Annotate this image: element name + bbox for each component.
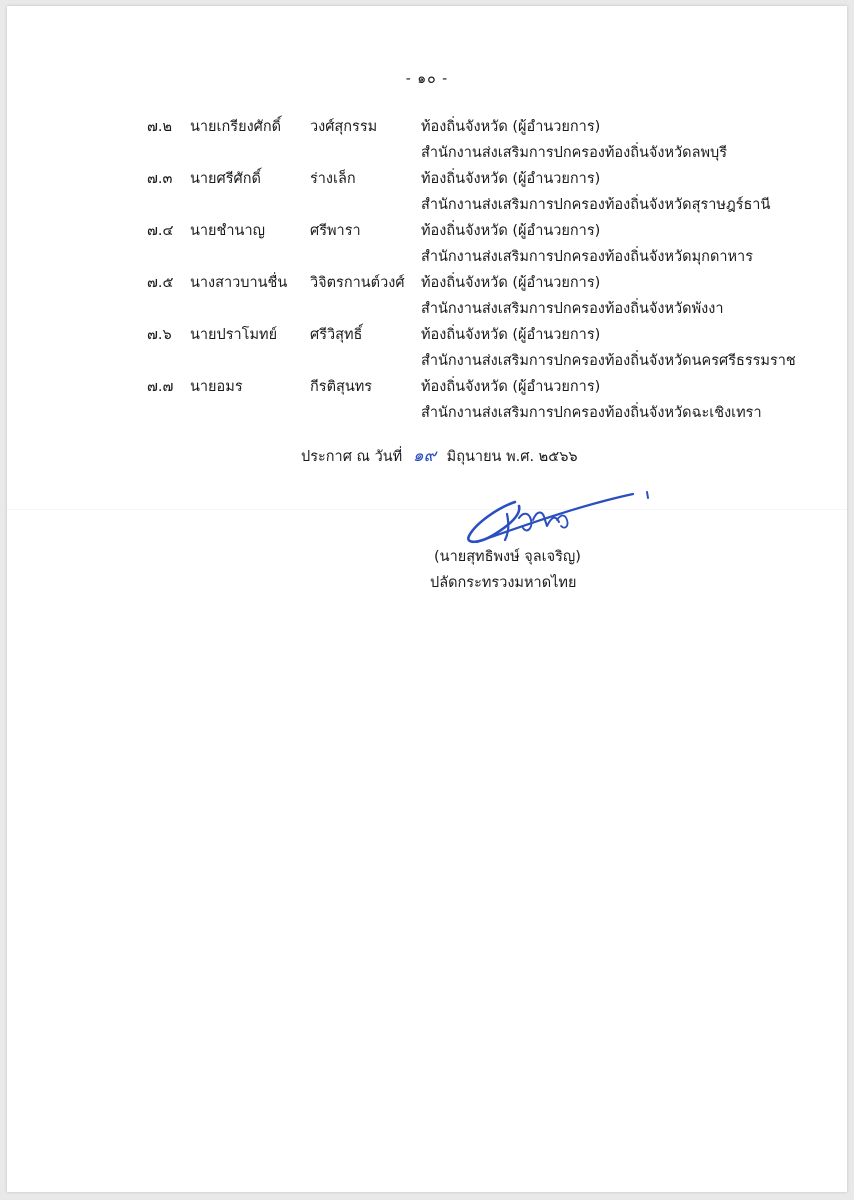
office: สำนักงานส่งเสริมการปกครองท้องถิ่นจังหวัดลพบุรี (421, 145, 728, 161)
last-name: ร่างเล็ก (310, 171, 356, 187)
office: สำนักงานส่งเสริมการปกครองท้องถิ่นจังหวัดนครศรีธรรมราช (421, 353, 796, 369)
page-number: - ๑๐ - (405, 71, 449, 87)
first-name: นายศรีศักดิ์ (190, 171, 261, 187)
list-item (7, 322, 847, 374)
first-name: นางสาวบานชื่น (190, 275, 288, 291)
handwritten-day: ๑๙ (412, 446, 437, 466)
item-number: ๗.๗ (147, 379, 174, 395)
announcement-date (301, 442, 578, 469)
position: ท้องถิ่นจังหวัด (ผู้อำนวยการ) (421, 171, 601, 187)
position: ท้องถิ่นจังหวัด (ผู้อำนวยการ) (421, 275, 601, 291)
appointment-list (7, 114, 847, 426)
office: สำนักงานส่งเสริมการปกครองท้องถิ่นจังหวัดฉะเชิงเทรา (421, 405, 762, 421)
office: สำนักงานส่งเสริมการปกครองท้องถิ่นจังหวัดสุราษฎร์ธานี (421, 197, 771, 213)
office: สำนักงานส่งเสริมการปกครองท้องถิ่นจังหวัดพังงา (421, 301, 724, 317)
item-number: ๗.๖ (147, 327, 172, 343)
first-name: นายอมร (190, 379, 243, 395)
position: ท้องถิ่นจังหวัด (ผู้อำนวยการ) (421, 119, 601, 135)
item-number: ๗.๔ (147, 223, 174, 239)
list-item (7, 114, 847, 166)
item-number: ๗.๕ (147, 275, 174, 291)
office: สำนักงานส่งเสริมการปกครองท้องถิ่นจังหวัดมุกดาหาร (421, 249, 753, 265)
signatory-title: ปลัดกระทรวงมหาดไทย (430, 575, 577, 591)
list-item (7, 374, 847, 426)
item-number: ๗.๒ (147, 119, 173, 135)
item-number: ๗.๓ (147, 171, 173, 187)
last-name: ศรีพารา (310, 223, 361, 239)
first-name: นายปราโมทย์ (190, 327, 278, 343)
position: ท้องถิ่นจังหวัด (ผู้อำนวยการ) (421, 223, 601, 239)
first-name: นายชำนาญ (190, 223, 265, 239)
last-name: ศรีวิสุทธิ์ (310, 327, 363, 343)
position: ท้องถิ่นจังหวัด (ผู้อำนวยการ) (421, 327, 601, 343)
last-name: วิจิตรกานต์วงศ์ (310, 275, 405, 291)
scan-artifact-line (7, 509, 847, 510)
list-item (7, 218, 847, 270)
position: ท้องถิ่นจังหวัด (ผู้อำนวยการ) (421, 379, 601, 395)
signature-image (457, 484, 657, 554)
last-name: กีรติสุนทร (310, 379, 373, 395)
announcement-prefix: ประกาศ ณ วันที่ (301, 449, 403, 465)
list-item (7, 270, 847, 322)
signatory-name: (นายสุทธิพงษ์ จุลเจริญ) (434, 549, 581, 565)
list-item (7, 166, 847, 218)
last-name: วงศ์สุกรรม (310, 119, 378, 135)
first-name: นายเกรียงศักดิ์ (190, 119, 282, 135)
document-page (7, 6, 847, 1192)
announcement-month-year: มิถุนายน พ.ศ. ๒๕๖๖ (446, 449, 578, 465)
